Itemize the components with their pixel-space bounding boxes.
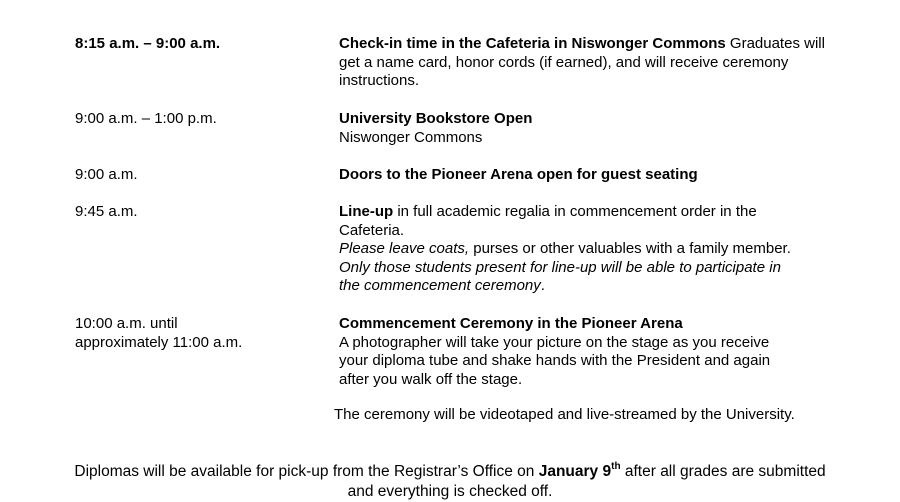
time-start: 10:00 a.m. until	[75, 315, 178, 332]
time-label-start	[75, 315, 335, 352]
event-body: in full academic regalia in commencement order in the Cafeteria.	[339, 203, 757, 239]
event-description	[339, 110, 859, 147]
event-title: Doors to the Pioneer Arena open for guest seating	[339, 166, 698, 183]
diploma-pickup-notice	[0, 462, 900, 502]
time-label: 9:00 a.m.	[75, 166, 138, 183]
time-label: 9:45 a.m.	[75, 203, 138, 220]
event-description	[339, 315, 789, 389]
event-body: A photographer will take your picture on the stage as you receive your diploma tube and shake hands with the President and again after you walk off the stage.	[339, 333, 771, 388]
footer-date: January 9	[538, 463, 612, 480]
event-location: Niswonger Commons	[339, 128, 483, 146]
footer-post: after all grades are submitted and everything is checked off.	[347, 463, 826, 500]
footer-date-suffix: th	[611, 460, 621, 472]
footer-pre: Diplomas will be available for pick-up from the Registrar’s Office on	[74, 463, 539, 480]
time-end: approximately 11:00 a.m.	[75, 333, 243, 351]
event-description	[339, 203, 794, 296]
event-title: Commencement Ceremony in the Pioneer Arena	[339, 315, 683, 332]
event-note-italic-warning: Only those students present for line-up will be able to participate in the commencement ceremony	[339, 258, 781, 295]
event-description	[339, 35, 839, 91]
event-note-italic: Please leave coats,	[339, 240, 470, 258]
event-description	[339, 166, 859, 185]
event-title: Check-in time in the Cafeteria in Niswonger Commons	[339, 35, 726, 52]
time-label: 8:15 a.m. – 9:00 a.m.	[75, 35, 221, 52]
event-title: Line-up	[339, 203, 394, 220]
event-body: Graduates will get a name card, honor cords (if earned), and will receive ceremony instructions.	[339, 35, 825, 90]
event-title: University Bookstore Open	[339, 110, 533, 127]
event-note-plain: purses or other valuables with a family member.	[469, 240, 791, 258]
videotape-note: The ceremony will be videotaped and live-streamed by the University.	[334, 406, 795, 423]
time-label: 9:00 a.m. – 1:00 p.m.	[75, 110, 217, 127]
event-note-period: .	[540, 277, 545, 295]
